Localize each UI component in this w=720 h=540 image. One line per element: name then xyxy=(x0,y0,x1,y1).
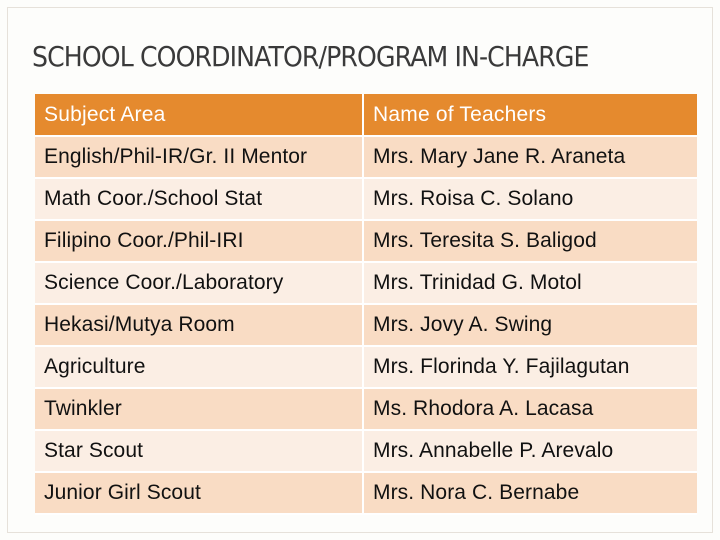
table-row xyxy=(35,137,697,179)
teacher-name-cell: Mrs. Roisa C. Solano xyxy=(364,179,697,221)
teacher-name-cell: Mrs. Annabelle P. Arevalo xyxy=(364,431,697,473)
table-row xyxy=(35,221,697,263)
subject-area-cell: Twinkler xyxy=(35,389,364,431)
table-header-row xyxy=(35,94,697,137)
subject-area-cell: Math Coor./School Stat xyxy=(35,179,364,221)
subject-area-cell: Star Scout xyxy=(35,431,364,473)
column-header-subject-area: Subject Area xyxy=(35,94,364,137)
teacher-name-cell: Mrs. Florinda Y. Fajilagutan xyxy=(364,347,697,389)
teacher-name-cell: Mrs. Nora C. Bernabe xyxy=(364,473,697,515)
table-row xyxy=(35,389,697,431)
table-row xyxy=(35,431,697,473)
table-row xyxy=(35,473,697,515)
subject-area-cell: Filipino Coor./Phil-IRI xyxy=(35,221,364,263)
subject-area-cell: Agriculture xyxy=(35,347,364,389)
subject-area-cell: Junior Girl Scout xyxy=(35,473,364,515)
teacher-name-cell: Mrs. Teresita S. Baligod xyxy=(364,221,697,263)
table-row xyxy=(35,263,697,305)
table-row xyxy=(35,305,697,347)
teacher-name-cell: Mrs. Mary Jane R. Araneta xyxy=(364,137,697,179)
page-title: SCHOOL COORDINATOR/PROGRAM IN-CHARGE xyxy=(32,40,589,73)
coordinator-table xyxy=(35,94,697,515)
column-header-name-of-teachers: Name of Teachers xyxy=(364,94,697,137)
teacher-name-cell: Mrs. Jovy A. Swing xyxy=(364,305,697,347)
subject-area-cell: Hekasi/Mutya Room xyxy=(35,305,364,347)
subject-area-cell: Science Coor./Laboratory xyxy=(35,263,364,305)
table-row xyxy=(35,179,697,221)
teacher-name-cell: Ms. Rhodora A. Lacasa xyxy=(364,389,697,431)
subject-area-cell: English/Phil-IR/Gr. II Mentor xyxy=(35,137,364,179)
teacher-name-cell: Mrs. Trinidad G. Motol xyxy=(364,263,697,305)
table-row xyxy=(35,347,697,389)
